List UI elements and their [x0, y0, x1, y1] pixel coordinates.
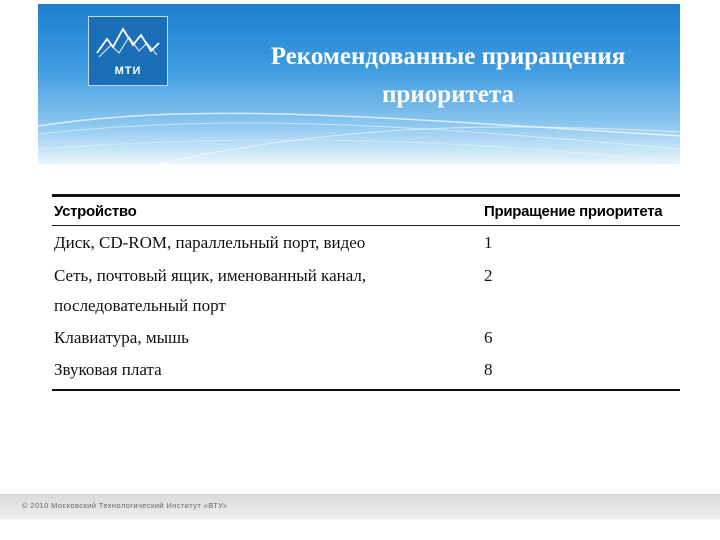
title-line-2: приоритета [382, 81, 514, 108]
table-row [52, 233, 680, 259]
column-header-increment: Приращение приоритета [484, 203, 663, 220]
logo-text: МТИ [114, 65, 142, 77]
table-row [52, 321, 680, 355]
slide-header [38, 4, 680, 164]
priority-table [52, 194, 680, 391]
mountains-icon [89, 17, 167, 63]
table-header-rule [52, 225, 680, 226]
title-line-1: Рекомендованные приращения [270, 43, 626, 70]
slide-footer [0, 494, 720, 519]
device-cell: Звуковая плата [54, 360, 162, 379]
table-bottom-rule [52, 389, 680, 391]
table-header-row [52, 197, 680, 225]
increment-cell: 8 [484, 360, 493, 379]
device-cell: Диск, CD-ROM, параллельный порт, видео [54, 233, 366, 252]
copyright-text: © 2010 Московский Технологический Институт «ВТУ» [22, 501, 228, 510]
device-cell: Клавиатура, мышь [54, 328, 189, 347]
device-cell-line-1: Сеть, почтовый ящик, именованный канал, [54, 266, 367, 285]
device-cell-line-2: последовательный порт [54, 296, 226, 315]
increment-cell: 2 [484, 266, 493, 285]
device-cell [52, 261, 484, 315]
table-row [52, 261, 680, 315]
mti-logo [88, 16, 168, 86]
slide-title [208, 38, 680, 114]
increment-cell: 6 [484, 328, 493, 347]
increment-cell: 1 [484, 233, 493, 252]
column-header-device: Устройство [54, 203, 137, 220]
table-row [52, 355, 680, 389]
